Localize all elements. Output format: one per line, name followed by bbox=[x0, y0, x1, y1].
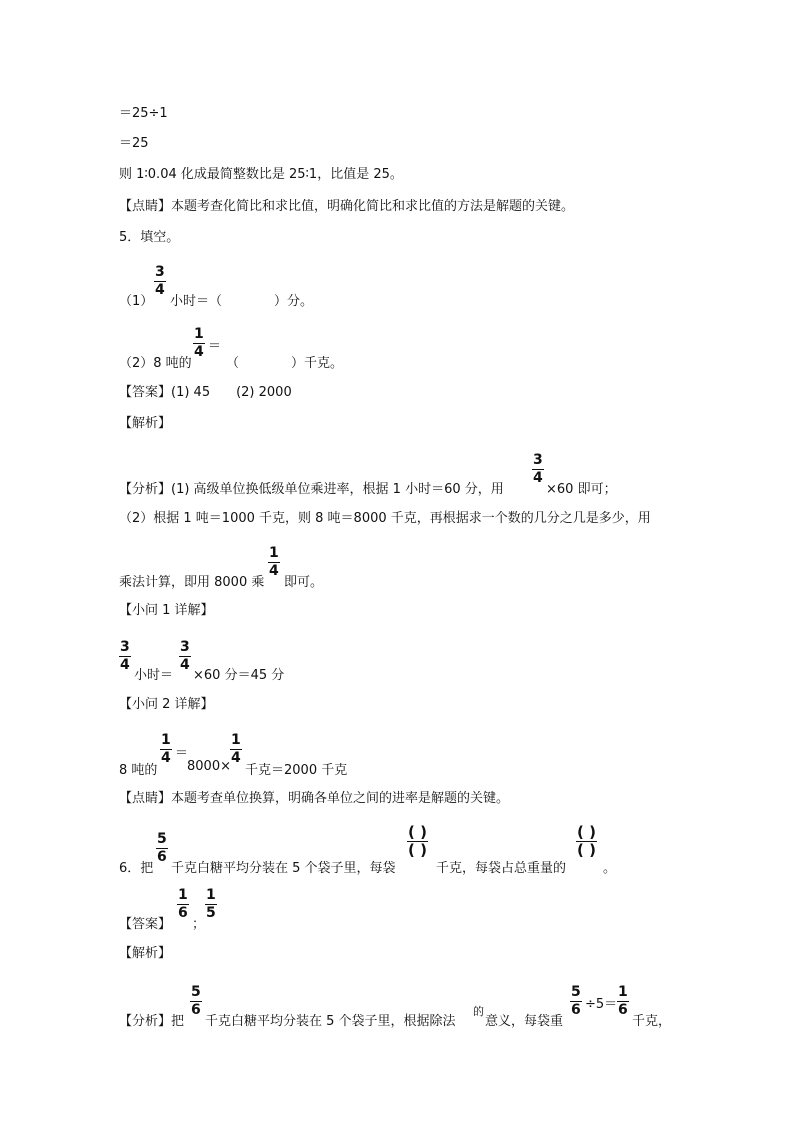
text: 小时＝ bbox=[134, 668, 174, 683]
numerator: 5 bbox=[157, 831, 167, 847]
denominator: 4 bbox=[231, 750, 241, 766]
fraction-1-4 bbox=[160, 733, 172, 766]
text: ＝ bbox=[208, 339, 222, 354]
text-line: ＝25 bbox=[119, 136, 149, 151]
text: 千克，每袋占总重量的 bbox=[436, 861, 567, 876]
question-heading: 5．填空。 bbox=[119, 230, 180, 245]
numerator: 1 bbox=[206, 887, 216, 903]
text: 8000× bbox=[187, 759, 231, 774]
section-heading: 【小问 1 详解】 bbox=[119, 603, 214, 618]
denominator: 6 bbox=[618, 1002, 628, 1018]
text: 8 吨的 bbox=[119, 763, 158, 778]
numerator: ( ) bbox=[408, 823, 427, 841]
denominator: 6 bbox=[157, 849, 167, 865]
denominator: 4 bbox=[269, 563, 279, 579]
fraction-1-4 bbox=[230, 733, 242, 766]
text: 【分析】(1) 高级单位换低级单位乘进率，根据 1 小时＝60 分，用 bbox=[119, 482, 504, 497]
denominator: 5 bbox=[206, 905, 216, 921]
numerator: 3 bbox=[533, 452, 543, 468]
question-heading: 6．把 bbox=[119, 861, 154, 876]
fraction-1-6 bbox=[617, 985, 629, 1018]
denominator: ( ) bbox=[408, 841, 427, 859]
fraction-1-4 bbox=[193, 327, 205, 360]
blank-fraction bbox=[576, 825, 597, 858]
text: 的 bbox=[473, 1005, 484, 1018]
text: 。 bbox=[603, 861, 617, 876]
denominator: 6 bbox=[191, 1002, 201, 1018]
fraction-1-5 bbox=[205, 888, 217, 921]
text: 千克白糖平均分装在 5 个袋子里，每袋 bbox=[171, 861, 396, 876]
text: ； bbox=[192, 917, 206, 932]
fraction-3-4 bbox=[532, 453, 544, 486]
text: 意义，每袋重 bbox=[485, 1014, 564, 1029]
numerator: 1 bbox=[231, 732, 241, 748]
analysis-heading: 【解析】 bbox=[119, 416, 172, 431]
text: ÷5＝ bbox=[585, 997, 618, 1012]
text: 乘法计算，即用 8000 乘 bbox=[119, 575, 265, 590]
numerator: 1 bbox=[618, 984, 628, 1000]
numerator: 1 bbox=[178, 887, 188, 903]
numerator: 1 bbox=[161, 732, 171, 748]
numerator: 1 bbox=[269, 545, 279, 561]
numerator: 3 bbox=[120, 639, 130, 655]
text-line: 【点睛】本题考查化简比和求比值，明确化简比和求比值的方法是解题的关键。 bbox=[119, 199, 575, 214]
denominator: 4 bbox=[533, 470, 543, 486]
text: （ ）千克。 bbox=[226, 356, 344, 371]
numerator: ( ) bbox=[577, 823, 596, 841]
text: 【分析】把 bbox=[119, 1014, 185, 1029]
fraction-1-6 bbox=[177, 888, 189, 921]
denominator: 4 bbox=[194, 344, 204, 360]
text: 千克， bbox=[632, 1014, 672, 1029]
text: 千克白糖平均分装在 5 个袋子里，根据除法 bbox=[205, 1014, 456, 1029]
denominator: 4 bbox=[180, 657, 190, 673]
denominator: 4 bbox=[161, 750, 171, 766]
text-line: ＝25÷1 bbox=[119, 106, 168, 121]
section-heading: 【小问 2 详解】 bbox=[119, 697, 214, 712]
blank-fraction bbox=[407, 825, 428, 858]
numerator: 3 bbox=[180, 639, 190, 655]
analysis-heading: 【解析】 bbox=[119, 946, 172, 961]
text: 即可。 bbox=[284, 575, 324, 590]
text-line: （2）根据 1 吨＝1000 千克，则 8 吨＝8000 千克，再根据求一个数的几分之几是多少，用 bbox=[119, 511, 651, 526]
text: （1） bbox=[119, 294, 154, 309]
text-line: 【点睛】本题考查单位换算，明确各单位之间的进率是解题的关键。 bbox=[119, 791, 510, 806]
fraction-1-4 bbox=[268, 546, 280, 579]
fraction-3-4 bbox=[154, 265, 166, 298]
numerator: 1 bbox=[194, 326, 204, 342]
text: 千克＝2000 千克 bbox=[245, 763, 348, 778]
fraction-3-4 bbox=[119, 640, 131, 673]
text: ＝ bbox=[175, 746, 189, 761]
fraction-5-6 bbox=[156, 832, 168, 865]
text: （2）8 吨的 bbox=[119, 356, 192, 371]
answer: 【答案】(1) 45 (2) 2000 bbox=[119, 385, 292, 400]
fraction-3-4 bbox=[179, 640, 191, 673]
denominator: ( ) bbox=[577, 841, 596, 859]
text-line: 则 1∶0.04 化成最简整数比是 25∶1，比值是 25。 bbox=[119, 167, 403, 182]
text: ×60 分＝45 分 bbox=[193, 668, 285, 683]
denominator: 4 bbox=[155, 282, 165, 298]
numerator: 3 bbox=[155, 264, 165, 280]
answer-label: 【答案】 bbox=[119, 917, 172, 932]
numerator: 5 bbox=[191, 984, 201, 1000]
denominator: 6 bbox=[178, 905, 188, 921]
numerator: 5 bbox=[571, 984, 581, 1000]
fraction-5-6 bbox=[190, 985, 202, 1018]
denominator: 4 bbox=[120, 657, 130, 673]
denominator: 6 bbox=[571, 1002, 581, 1018]
text: ×60 即可； bbox=[546, 482, 617, 497]
fraction-5-6 bbox=[570, 985, 582, 1018]
text: 小时＝（ ）分。 bbox=[170, 294, 314, 309]
